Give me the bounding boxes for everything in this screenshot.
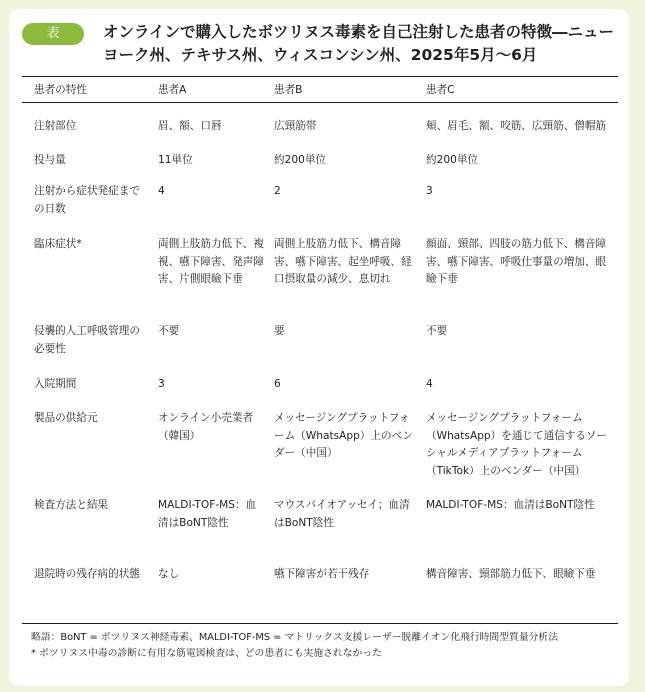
cell-patient-c: 構音障害、頸部筋力低下、眼瞼下垂 [426, 568, 596, 580]
cell-patient-b: 両側上肢筋力低下、構音障害、嚥下障害、起坐呼吸、経口摂取量の減少、息切れ [274, 238, 412, 285]
bottom-rule [22, 623, 618, 624]
cell-patient-c: 3 [426, 185, 433, 197]
table-badge: 表 [22, 23, 84, 45]
footnote-electromyography: * ボツリヌス中毒の診断に有用な筋電図検査は、どの患者にも実施されなかった [31, 648, 382, 659]
cell-patient-b: 約200単位 [274, 154, 327, 166]
cell-patient-b: 嚥下障害が若干残存 [274, 568, 370, 580]
footnote-abbreviations: 略語：BoNT = ボツリヌス神経毒素、MALDI-TOF-MS = マトリックス支援レーザー脱離イオン化飛行時間型質量分析法 [31, 632, 559, 643]
row-label: 臨床症状* [34, 238, 82, 250]
cell-patient-a: 眉、額、口唇 [158, 120, 222, 132]
row-label: 退院時の残存病的状態 [34, 568, 140, 580]
top-rule [22, 76, 618, 77]
column-header-patient-b: 患者B [274, 84, 303, 96]
cell-patient-c: 不要 [426, 325, 448, 337]
row-label: 入院期間 [34, 378, 77, 390]
cell-patient-a: 両側上肢筋力低下、複視、嚥下障害、発声障害、片側眼瞼下垂 [158, 238, 264, 285]
row-label: 侵襲的人工呼吸管理の必要性 [34, 325, 140, 355]
header-rule [22, 102, 618, 103]
cell-patient-b: 広頸筋帯 [274, 120, 317, 132]
cell-patient-a: なし [158, 568, 180, 580]
cell-patient-c: 4 [426, 378, 433, 390]
cell-patient-c: 顔面、頸部、四肢の筋力低下、構音障害、嚥下障害、呼吸仕事量の増加、眼瞼下垂 [426, 238, 607, 285]
cell-patient-a: 3 [158, 378, 165, 390]
row-label: 製品の供給元 [34, 412, 98, 424]
column-header-patient-a: 患者A [158, 84, 187, 96]
column-header-patient-c: 患者C [426, 84, 455, 96]
cell-patient-a: 11単位 [158, 154, 193, 166]
cell-patient-a: MALDI-TOF-MS：血清はBoNT陰性 [158, 499, 257, 529]
row-label: 注射から症状発症までの日数 [34, 185, 140, 215]
row-label: 検査方法と結果 [34, 499, 109, 511]
cell-patient-b: 6 [274, 378, 281, 390]
cell-patient-c: メッセージングプラットフォーム（WhatsApp）を通じて通信するソーシャルメディアプラットフォーム（TikTok）上のベンダー（中国） [426, 412, 607, 477]
table-title: オンラインで購入したボツリヌス毒素を自己注射した患者の特徴―ニューヨーク州、テキサス州、ウィスコンシン州、2025年5月～6月 [103, 23, 615, 64]
cell-patient-b: マウスバイオアッセイ；血清はBoNT陰性 [274, 499, 410, 529]
cell-patient-a: オンライン小売業者（韓国） [158, 412, 254, 442]
cell-patient-c: 約200単位 [426, 154, 479, 166]
column-header-characteristic: 患者の特性 [34, 84, 87, 96]
cell-patient-b: 2 [274, 185, 281, 197]
cell-patient-b: 要 [274, 325, 285, 337]
cell-patient-a: 不要 [158, 325, 180, 337]
row-label: 投与量 [34, 154, 66, 166]
row-label: 注射部位 [34, 120, 77, 132]
cell-patient-c: MALDI-TOF-MS：血清はBoNT陰性 [426, 499, 595, 511]
cell-patient-b: メッセージングプラットフォーム（WhatsApp）上のベンダー（中国） [274, 412, 413, 459]
cell-patient-a: 4 [158, 185, 165, 197]
cell-patient-c: 頬、眉毛、額、咬筋、広頸筋、僧帽筋 [426, 120, 607, 132]
